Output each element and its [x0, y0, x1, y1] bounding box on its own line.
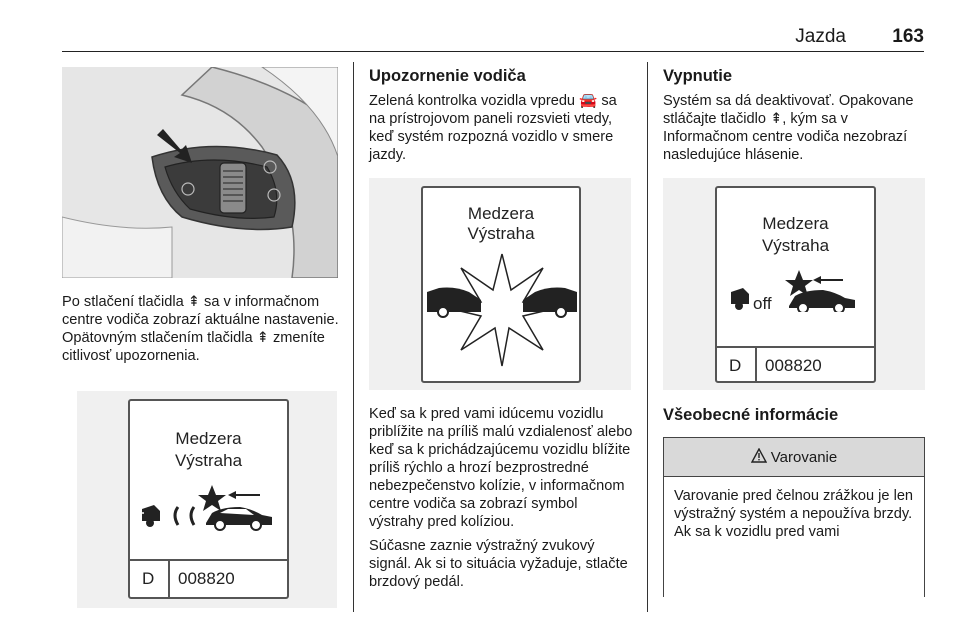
col1-text — [62, 293, 346, 371]
fig2-subtitle: Výstraha — [467, 224, 535, 243]
fig3-code-letter: D — [729, 356, 742, 375]
page-number: 163 — [892, 26, 924, 47]
col2-display-figure — [421, 186, 581, 383]
steering-wheel-photo — [62, 67, 338, 278]
col1-display-figure — [128, 399, 289, 599]
fig3-code: 008820 — [765, 356, 822, 375]
fig2-title: Medzera — [467, 204, 535, 223]
fig2-collision-icon — [425, 246, 579, 376]
col2-text-bottom — [369, 405, 635, 597]
col1-paragraph: Po stlačení tlačidla ⇞ sa v informačnom centre vodiča zobrazí aktuálne nastavenie. Opätovným stlačením tlačidla ⇞ zmeníte citlivosť upozornenia. — [62, 294, 339, 364]
col3-heading-2: Všeobecné informácie — [663, 406, 839, 424]
fig1-title: Medzera — [175, 429, 242, 448]
section-title: Jazda — [795, 26, 846, 47]
fig1-sensitivity-icons — [136, 481, 282, 531]
warning-title: Varovanie — [770, 448, 838, 466]
fig1-separator — [130, 559, 287, 561]
col3-text-top — [663, 66, 925, 170]
steering-wheel-illustration — [62, 67, 338, 278]
col3-heading2-wrap — [663, 405, 925, 425]
fig3-title: Medzera — [762, 214, 829, 233]
col2-heading: Upozornenie vodiča — [369, 67, 526, 85]
fig3-code-divider — [755, 346, 757, 383]
warning-body: Varovanie pred čelnou zrážkou je len výstražný systém a nepoužíva brzdy. Ak sa k vozidlu pred vami — [674, 488, 914, 540]
fig3-off-icons — [727, 268, 857, 312]
sensitivity-car-icon — [731, 288, 749, 310]
col2-paragraph-3: Súčasne zaznie výstražný zvukový signál. Ak si to situácia vyžaduje, stlačte brzdový pedál. — [369, 538, 628, 590]
fig3-off-label: off — [753, 294, 772, 313]
col2-text-top — [369, 66, 635, 170]
page-header — [62, 22, 924, 52]
col2-paragraph-1: Zelená kontrolka vozidla vpredu 🚘 sa na prístrojovom paneli rozsvieti vtedy, keď systém rozpozná vozidlo v smere jazdy. — [369, 93, 617, 163]
warning-triangle-icon — [751, 448, 767, 467]
header-rule — [62, 51, 924, 52]
warning-box — [663, 437, 925, 597]
col2-paragraph-2: Keď sa k pred vami idúcemu vozidlu priblížite na príliš malú vzdialenosť alebo keď sa k prichádzajúcemu vozidlu blížite príliš rýchlo a hrozí bezprostredné nebezpečenstvo kolízie, v informačnom centre vodiča sa zobrazí symbol výstrahy pred kolíziou. — [369, 406, 633, 530]
col3-display-figure — [715, 186, 876, 383]
column-divider-2 — [647, 62, 648, 612]
fig1-code: 008820 — [178, 569, 235, 588]
col3-heading: Vypnutie — [663, 67, 733, 85]
fig3-subtitle: Výstraha — [761, 236, 830, 255]
col3-paragraph: Systém sa dá deaktivovať. Opakovane stláčajte tlačidlo ⇞, kým sa v Informačnom centre vodiča nezobrazí nasledujúce hlásenie. — [663, 93, 914, 163]
warning-header — [664, 438, 924, 477]
column-divider-1 — [353, 62, 354, 612]
sensitivity-car-icon — [140, 505, 160, 527]
fig1-code-letter: D — [142, 569, 155, 588]
fig1-subtitle: Výstraha — [174, 451, 243, 470]
fig1-code-divider — [168, 559, 170, 599]
fig3-separator — [717, 346, 874, 348]
